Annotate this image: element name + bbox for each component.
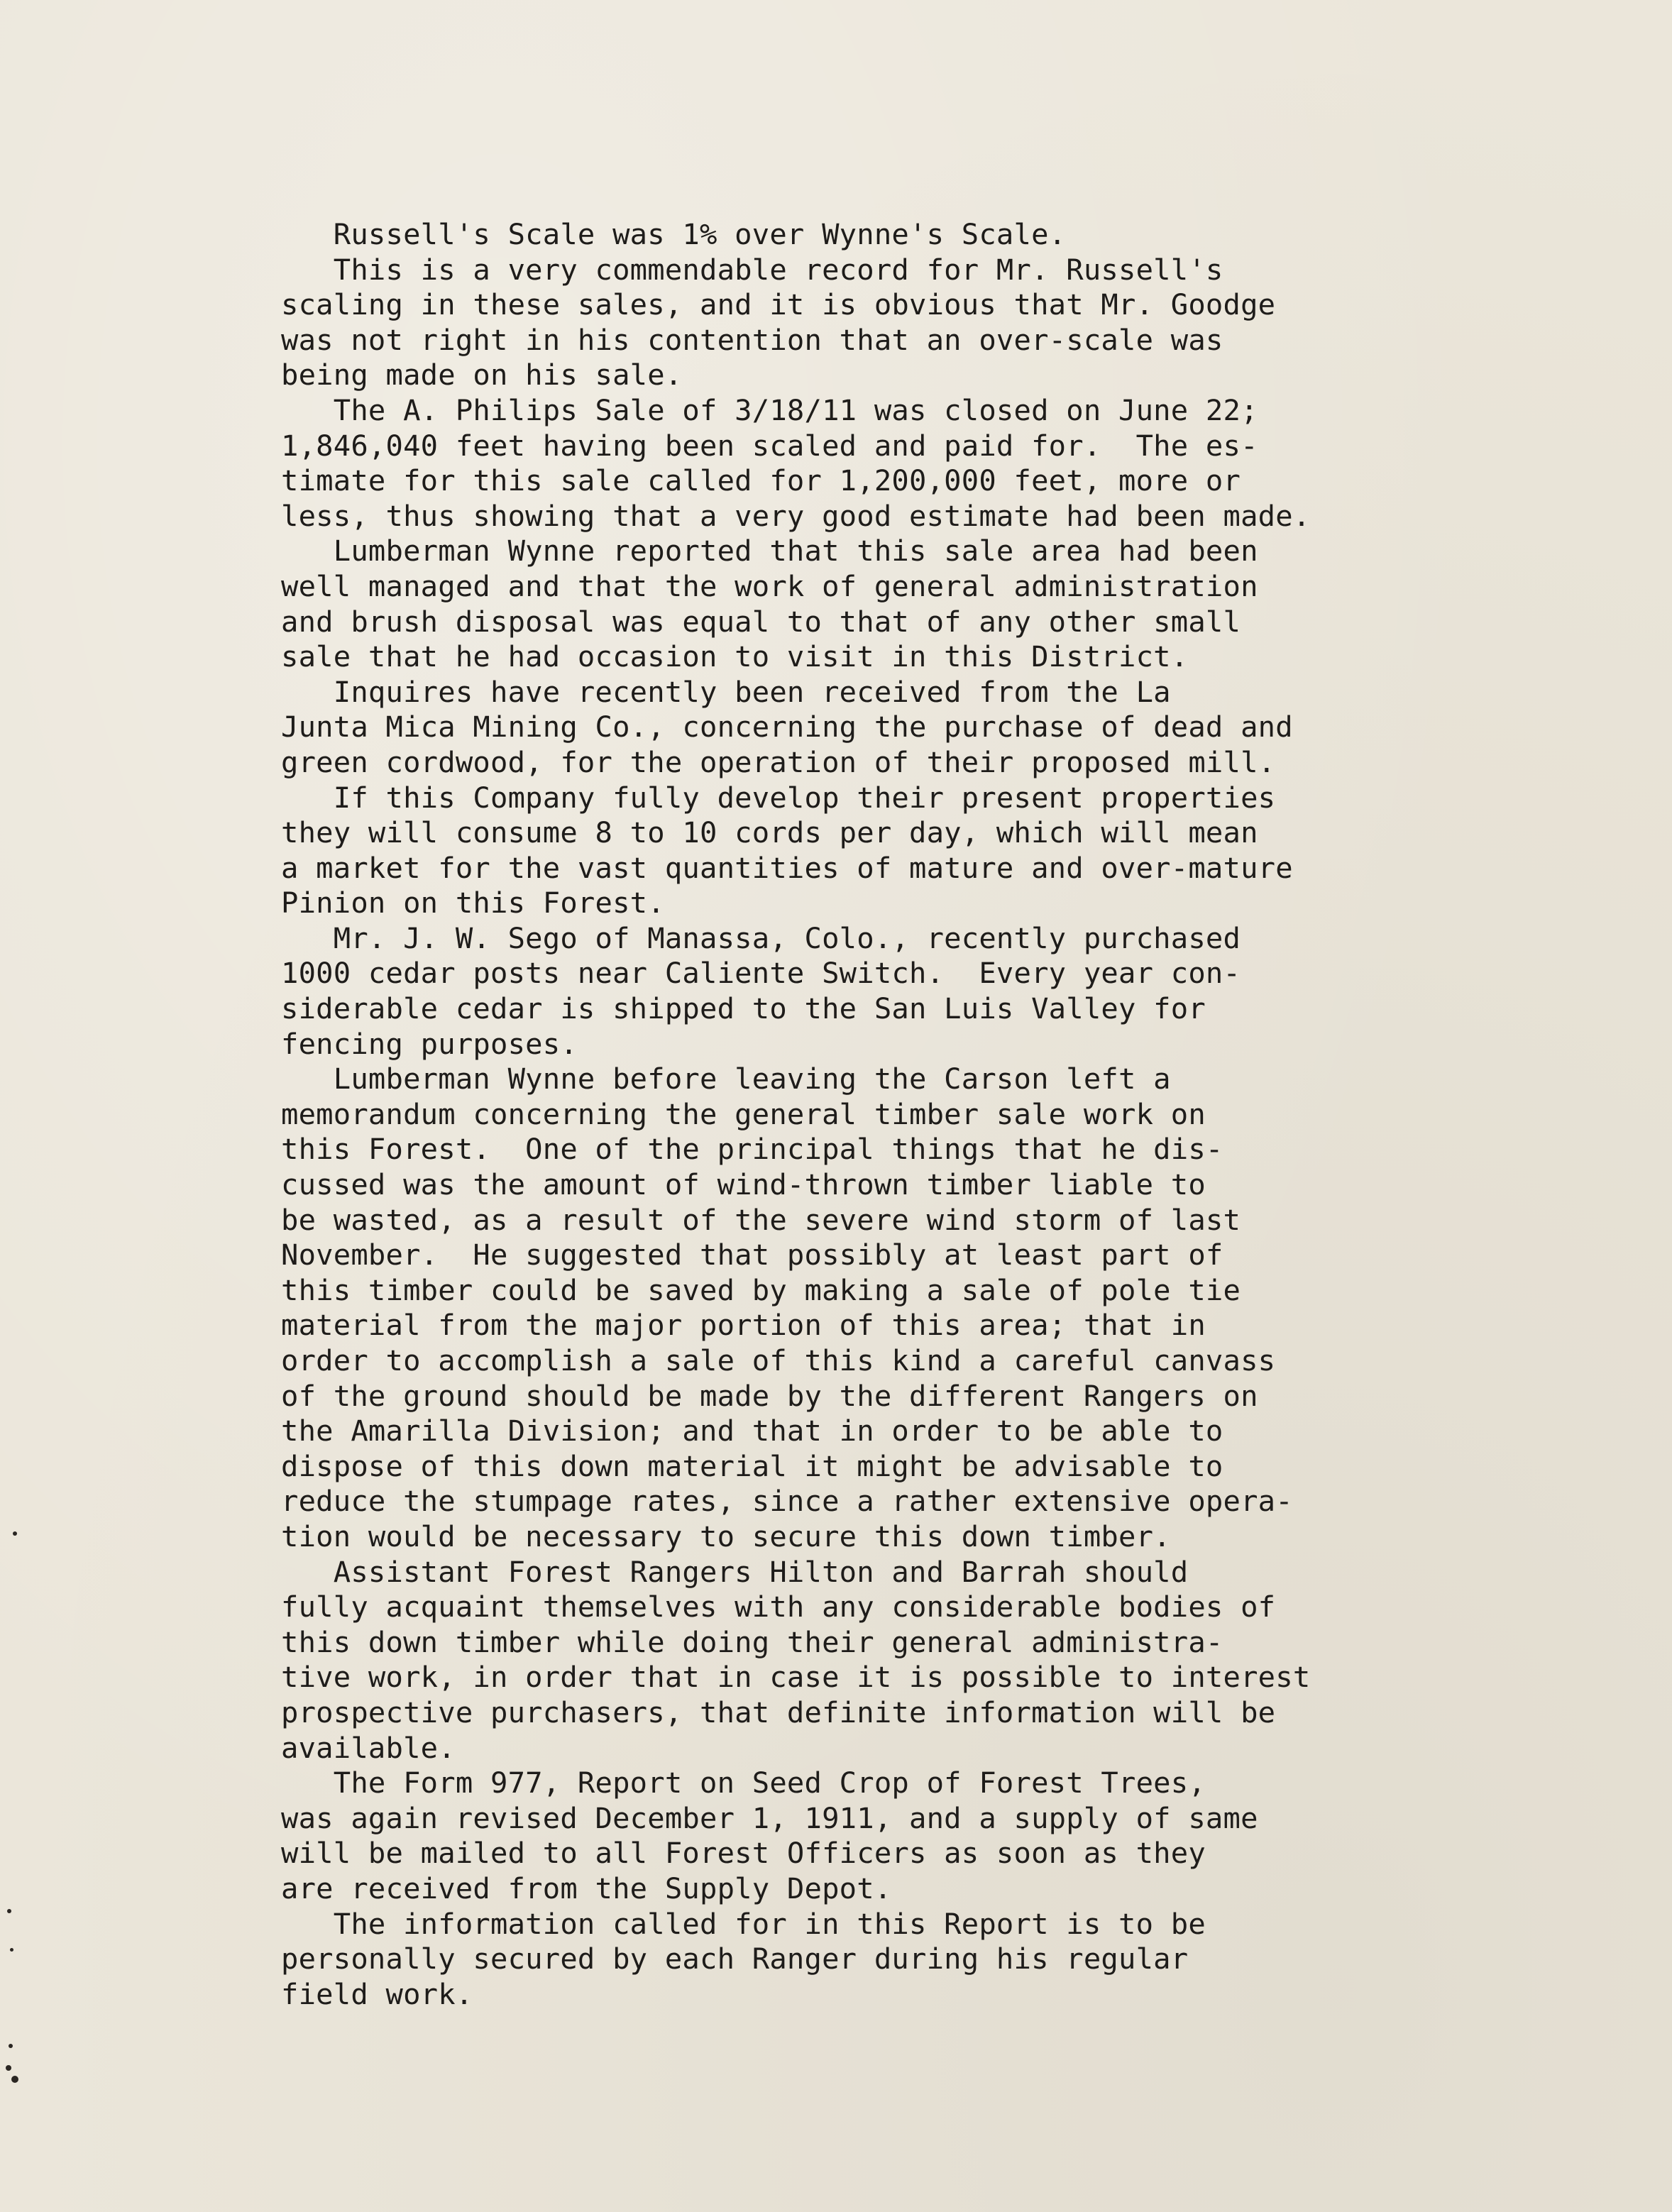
text-line: siderable cedar is shipped to the San Luis Valley for [281,991,1206,1026]
margin-speck [11,2076,18,2083]
text-line: This is a very commendable record for Mr. Russell's [281,252,1223,287]
text-line: The information called for in this Report is to be [281,1906,1206,1941]
text-line: Lumberman Wynne reported that this sale area had been [281,534,1258,568]
text-line: this timber could be saved by making a sale of pole tie [281,1272,1241,1307]
text-line: The Form 977, Report on Seed Crop of Forest Trees, [281,1766,1206,1800]
text-line: 1000 cedar posts near Caliente Switch. Every year con- [281,956,1241,991]
margin-speck [6,2065,11,2071]
text-line: and brush disposal was equal to that of any other small [281,604,1241,639]
text-line: be wasted, as a result of the severe wind storm of last [281,1202,1241,1237]
text-line: Mr. J. W. Sego of Manassa, Colo., recently purchased [281,920,1241,955]
margin-speck [13,1531,17,1536]
text-line: available. [281,1730,456,1765]
text-line: Russell's Scale was 1% over Wynne's Scale. [281,217,1067,251]
text-line: well managed and that the work of general administration [281,568,1258,603]
text-line: are received from the Supply Depot. [281,1871,892,1905]
margin-speck [10,1948,13,1952]
text-line: fencing purposes. [281,1026,578,1061]
text-line: Inquires have recently been received from the La [281,674,1171,709]
text-line: green cordwood, for the operation of their proposed mill. [281,744,1276,779]
text-line: this down timber while doing their general administra- [281,1624,1223,1659]
margin-speck [7,1909,11,1913]
text-line: field work. [281,1976,473,2011]
text-line: The A. Philips Sale of 3/18/11 was closed on June 22; [281,392,1258,427]
margin-specks [0,0,43,2212]
text-line: timate for this sale called for 1,200,000 feet, more or [281,463,1241,498]
text-line: tion would be necessary to secure this down timber. [281,1519,1171,1553]
typed-text-body [281,217,1544,2012]
text-line: November. He suggested that possibly at least part of [281,1238,1223,1272]
text-line: scaling in these sales, and it is obvious that Mr. Goodge [281,287,1276,322]
text-line: less, thus showing that a very good estimate had been made. [281,498,1311,533]
text-line: If this Company fully develop their present properties [281,780,1276,815]
text-line: this Forest. One of the principal things that he dis- [281,1132,1223,1167]
text-line: sale that he had occasion to visit in this District. [281,639,1189,674]
text-line: Pinion on this Forest. [281,886,665,920]
text-line: reduce the stumpage rates, since a rather extensive opera- [281,1484,1293,1519]
text-line: 1,846,040 feet having been scaled and paid for. The es- [281,428,1258,463]
text-line: fully acquaint themselves with any considerable bodies of [281,1590,1276,1624]
text-line: being made on his sale. [281,358,683,392]
text-line: Assistant Forest Rangers Hilton and Barrah should [281,1554,1189,1589]
text-line: memorandum concerning the general timber sale work on [281,1096,1206,1131]
text-line: personally secured by each Ranger during his regular [281,1942,1189,1976]
text-line: order to accomplish a sale of this kind a careful canvass [281,1343,1276,1377]
text-line: dispose of this down material it might be advisable to [281,1448,1223,1483]
text-line: will be mailed to all Forest Officers as soon as they [281,1836,1206,1871]
text-line: cussed was the amount of wind-thrown timber liable to [281,1167,1206,1202]
margin-speck [9,2044,13,2048]
text-line: Lumberman Wynne before leaving the Carson left a [281,1062,1171,1096]
text-line: was not right in his contention that an over-scale was [281,322,1223,357]
text-line: a market for the vast quantities of mature and over-mature [281,850,1293,885]
text-line: they will consume 8 to 10 cords per day, which will mean [281,815,1258,850]
text-line: Junta Mica Mining Co., concerning the purchase of dead and [281,710,1293,744]
text-line: prospective purchasers, that definite information will be [281,1695,1276,1729]
text-line: material from the major portion of this area; that in [281,1308,1206,1343]
text-line: of the ground should be made by the different Rangers on [281,1378,1258,1413]
text-line: the Amarilla Division; and that in order to be able to [281,1414,1223,1448]
text-line: tive work, in order that in case it is possible to interest [281,1660,1311,1695]
text-line: was again revised December 1, 1911, and a supply of same [281,1800,1258,1835]
